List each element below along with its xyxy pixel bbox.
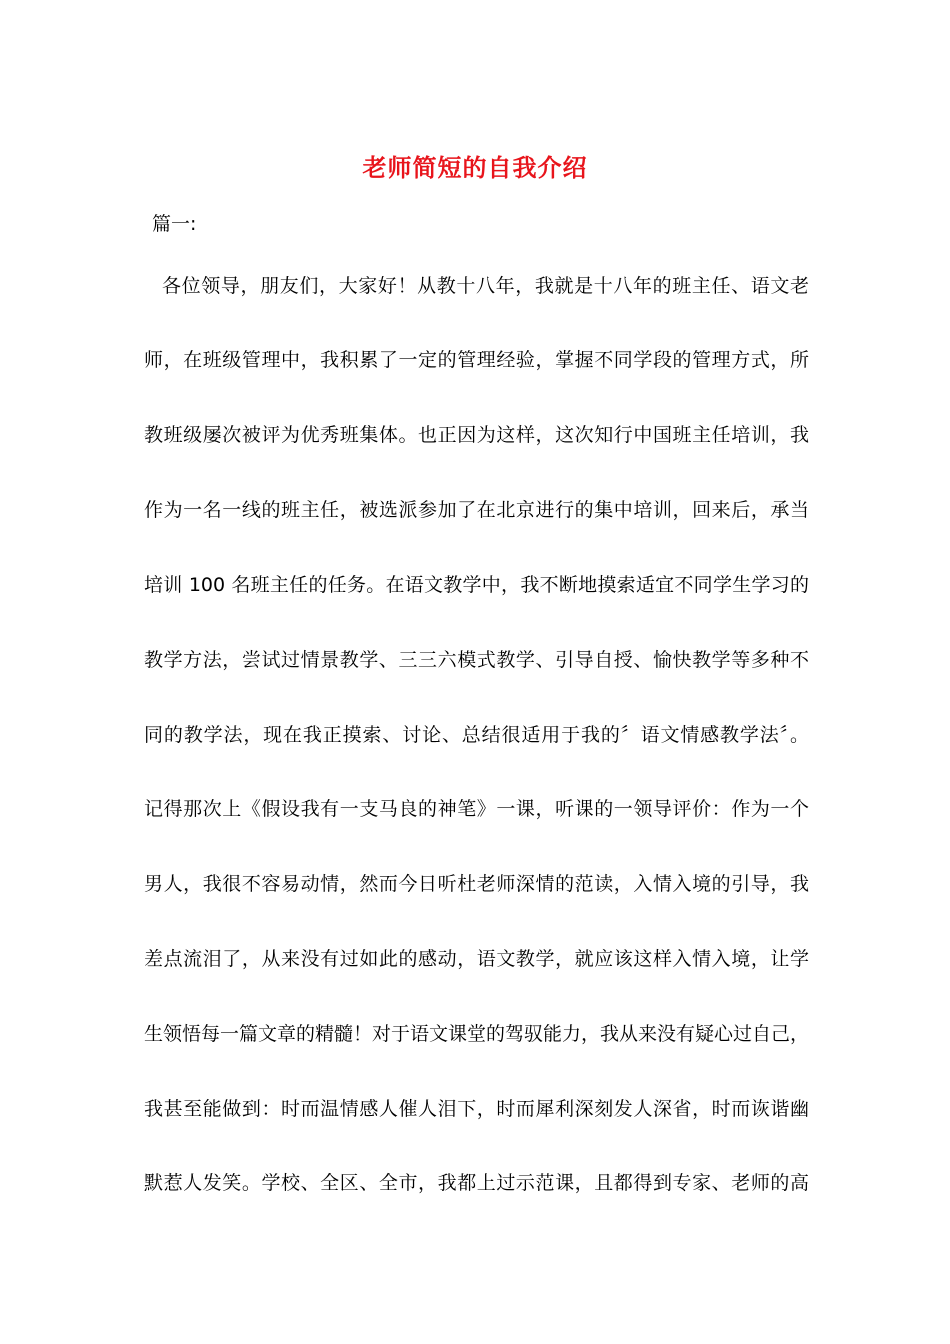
paragraph-line: 默惹人发笑。学校、全区、全市，我都上过示范课，且都得到专家、老师的高 (144, 1172, 809, 1194)
paragraph-line: 作为一名一线的班主任，被选派参加了在北京进行的集中培训，回来后，承当 (144, 499, 809, 521)
paragraph-line: 师，在班级管理中，我积累了一定的管理经验，掌握不同学段的管理方式，所 (144, 349, 809, 371)
paragraph-line: 教学方法，尝试过情景教学、三三六模式教学、引导自授、愉快教学等多种不 (144, 649, 809, 671)
paragraph-line: 培训 100 名班主任的任务。在语文教学中，我不断地摸索适宜不同学生学习的 (144, 574, 809, 596)
paragraph-line: 教班级屡次被评为优秀班集体。也正因为这样，这次知行中国班主任培训，我 (144, 424, 809, 446)
paragraph-line: 生领悟每一篇文章的精髓！对于语文课堂的驾驭能力，我从来没有疑心过自己， (144, 1023, 809, 1045)
paragraph-line: 差点流泪了，从来没有过如此的感动，语文教学，就应该这样入情入境，让学 (144, 948, 809, 970)
paragraph-line: 各位领导，朋友们，大家好！从教十八年，我就是十八年的班主任、语文老 (162, 275, 809, 297)
section-heading: 篇一: (152, 213, 197, 235)
paragraph-line: 男人，我很不容易动情，然而今日听杜老师深情的范读，入情入境的引导，我 (144, 873, 809, 895)
paragraph-line: 我甚至能做到：时而温情感人催人泪下，时而犀利深刻发人深省，时而诙谐幽 (144, 1098, 809, 1120)
paragraph-line: 记得那次上《假设我有一支马良的神笔》一课，听课的一领导评价：作为一个 (144, 798, 809, 820)
paragraph-line: 同的教学法，现在我正摸索、讨论、总结很适用于我的〞语文情感教学法〞。 (144, 724, 809, 746)
document-title: 老师简短的自我介绍 (362, 153, 588, 182)
